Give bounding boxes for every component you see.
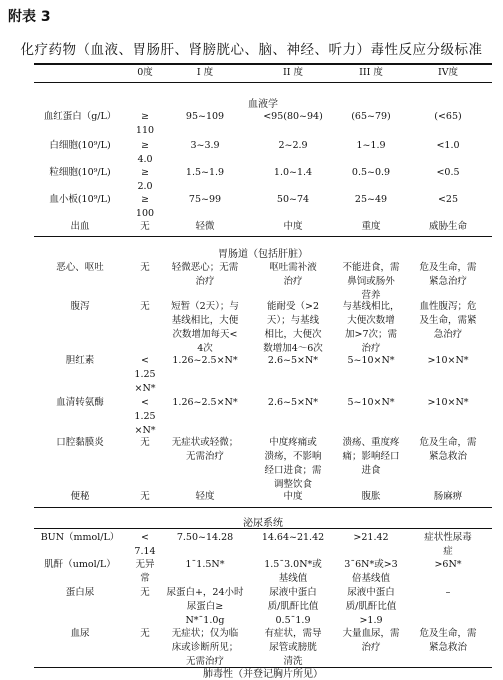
row-cell: ≥ 110 <box>135 111 155 136</box>
row-cell: 能耐受（>2 天）；与基线 相比，大便次 数增加4～6次 <box>263 301 323 354</box>
row-cell: 50~74 <box>276 194 310 205</box>
row-cell: <1.0 <box>436 140 460 151</box>
row-cell: 0.5~0.9 <box>351 167 391 178</box>
row-cell: 中度 <box>283 221 303 232</box>
row-cell: 大量血尿，需 治疗 <box>342 628 400 653</box>
row-cell: >10×N* <box>427 397 469 408</box>
row-label: 蛋白尿 <box>65 587 95 598</box>
row-cell: 危及生命，需 紧急救治 <box>419 628 477 653</box>
header-grade-1: I 度 <box>196 67 214 78</box>
table-title: 化疗药物（血液、胃肠肝、肾膀胱心、脑、神经、听力）毒性反应分级标准 <box>20 42 483 58</box>
row-cell: 2.6~5×N* <box>267 397 319 408</box>
row-cell: < 1.25 ×N* <box>134 397 156 436</box>
row-label: 血小板(10⁹/L) <box>49 194 111 205</box>
row-cell: (65~79) <box>351 111 391 122</box>
row-cell: 有症状，需导 尿管或膀胱 清洗 <box>264 628 322 667</box>
section-blood: 血液学 <box>248 99 278 110</box>
row-cell: 3~3.9 <box>190 140 220 151</box>
row-cell: 血性腹泻；危 及生命，需紧 急治疗 <box>419 301 477 340</box>
row-cell: 无 <box>140 301 150 312</box>
row-cell: 尿蛋白+，24小时 尿蛋白≥ N*¯1.0g <box>166 587 244 626</box>
row-cell: 1.26~2.5×N* <box>172 355 238 366</box>
row-cell: 1.26~2.5×N* <box>172 397 238 408</box>
row-cell: 短暂（2天）；与 基线相比，大便 次数增加每天< 4次 <box>171 301 239 354</box>
row-cell: 呕吐需补液 治疗 <box>269 262 317 287</box>
appendix-tag: 附表 3 <box>8 9 51 25</box>
row-cell: 尿液中蛋白 质/肌酐比值 0.5¯1.9 <box>267 587 319 626</box>
row-cell: ≥ 100 <box>135 194 155 219</box>
header-grade-0: 0度 <box>137 67 153 78</box>
row-cell: 1~1.9 <box>356 140 386 151</box>
row-label: 恶心、呕吐 <box>56 262 104 273</box>
row-cell: 溃疡、重度疼 痛；影响经口 进食 <box>342 437 400 476</box>
row-cell: <0.5 <box>436 167 460 178</box>
row-label: 口腔黏膜炎 <box>56 437 104 448</box>
row-label: 血清转氨酶 <box>56 397 104 408</box>
row-label: 血红蛋白（g/L） <box>43 111 117 122</box>
row-cell: 不能进食，需 鼻饲或肠外 营养 <box>342 262 400 301</box>
row-cell: 危及生命，需 紧急治疗 <box>419 262 477 287</box>
row-cell: 1.5¯3.0N*或 基线值 <box>264 559 322 584</box>
row-label: 白细胞(10⁹/L) <box>49 140 111 151</box>
section-gi: 胃肠道（包括肝脏） <box>218 249 308 260</box>
row-cell: 95~109 <box>185 111 225 122</box>
row-cell: >6N* <box>434 559 462 570</box>
header-grade-2: II 度 <box>282 67 304 78</box>
row-cell: 25~49 <box>354 194 388 205</box>
row-cell: 危及生命，需 紧急救治 <box>419 437 477 462</box>
rule-header <box>34 82 492 83</box>
rule-top <box>34 63 492 65</box>
row-cell: 无症状；仅为临 床或诊断所见； 无需治疗 <box>171 628 239 667</box>
row-cell: 2.6~5×N* <box>267 355 319 366</box>
rule-section <box>34 507 492 508</box>
row-cell: 无 <box>140 437 150 448</box>
row-cell: 中度 <box>283 491 303 502</box>
row-cell: 无 <box>140 587 150 598</box>
row-cell: <95(80~94) <box>263 111 323 122</box>
row-label: 血尿 <box>70 628 90 639</box>
row-cell: ≥ 2.0 <box>137 167 153 192</box>
row-cell: 与基线相比， 大便次数增 加>7次；需 治疗 <box>342 301 400 354</box>
header-grade-3: III 度 <box>359 67 383 78</box>
row-cell: < 1.25 ×N* <box>134 355 156 394</box>
row-cell: 腹胀 <box>361 491 381 502</box>
row-cell: 1.0~1.4 <box>273 167 313 178</box>
row-cell: (<65) <box>434 111 462 122</box>
row-cell: 无异 常 <box>135 559 155 584</box>
row-label: 出血 <box>70 221 90 232</box>
row-cell: 重度 <box>361 221 381 232</box>
section-lung: 肺毒性（并登记胸片所见） <box>203 669 323 680</box>
row-cell: 无 <box>140 491 150 502</box>
row-cell: 1¯1.5N* <box>185 559 225 570</box>
row-cell: 3¯6N*或>3 倍基线值 <box>344 559 398 584</box>
row-cell: 5~10×N* <box>347 397 395 408</box>
row-label: 胆红素 <box>65 355 95 366</box>
row-cell: 14.64~21.42 <box>261 532 325 543</box>
row-cell: 1.5~1.9 <box>185 167 225 178</box>
row-cell: 尿液中蛋白 质/肌酐比值 >1.9 <box>345 587 397 626</box>
row-cell: 轻度 <box>195 491 215 502</box>
row-cell: – <box>445 587 451 598</box>
rule-section <box>34 236 492 237</box>
row-cell: 75~99 <box>188 194 222 205</box>
section-urinary: 泌尿系统 <box>243 518 283 529</box>
row-cell: >10×N* <box>427 355 469 366</box>
row-label: BUN（mmol/L） <box>40 532 120 543</box>
rule-section <box>34 528 492 529</box>
row-cell: 7.50~14.28 <box>176 532 234 543</box>
row-cell: 症状性尿毒 症 <box>424 532 472 557</box>
row-cell: 无 <box>140 221 150 232</box>
row-cell: ≥ 4.0 <box>137 140 153 165</box>
row-cell: 肠麻痹 <box>433 491 463 502</box>
row-cell: 轻微恶心；无需 治疗 <box>171 262 239 287</box>
row-cell: 威胁生命 <box>428 221 467 232</box>
row-label: 腹泻 <box>70 301 90 312</box>
row-label: 肌酐（umol/L） <box>44 559 116 570</box>
row-cell: 中度疼痛或 溃疡，不影响 经口进食；需 调整饮食 <box>264 437 322 490</box>
header-grade-4: IV度 <box>437 67 459 78</box>
row-label: 便秘 <box>70 491 90 502</box>
row-cell: <25 <box>437 194 459 205</box>
row-cell: 轻微 <box>195 221 215 232</box>
row-label: 粒细胞(10⁹/L) <box>49 167 111 178</box>
row-cell: 无 <box>140 628 150 639</box>
row-cell: 无症状或轻微； 无需治疗 <box>171 437 239 462</box>
row-cell: 无 <box>140 262 150 273</box>
row-cell: 2~2.9 <box>278 140 308 151</box>
row-cell: < 7.14 <box>134 532 156 557</box>
row-cell: 5~10×N* <box>347 355 395 366</box>
row-cell: >21.42 <box>353 532 389 543</box>
